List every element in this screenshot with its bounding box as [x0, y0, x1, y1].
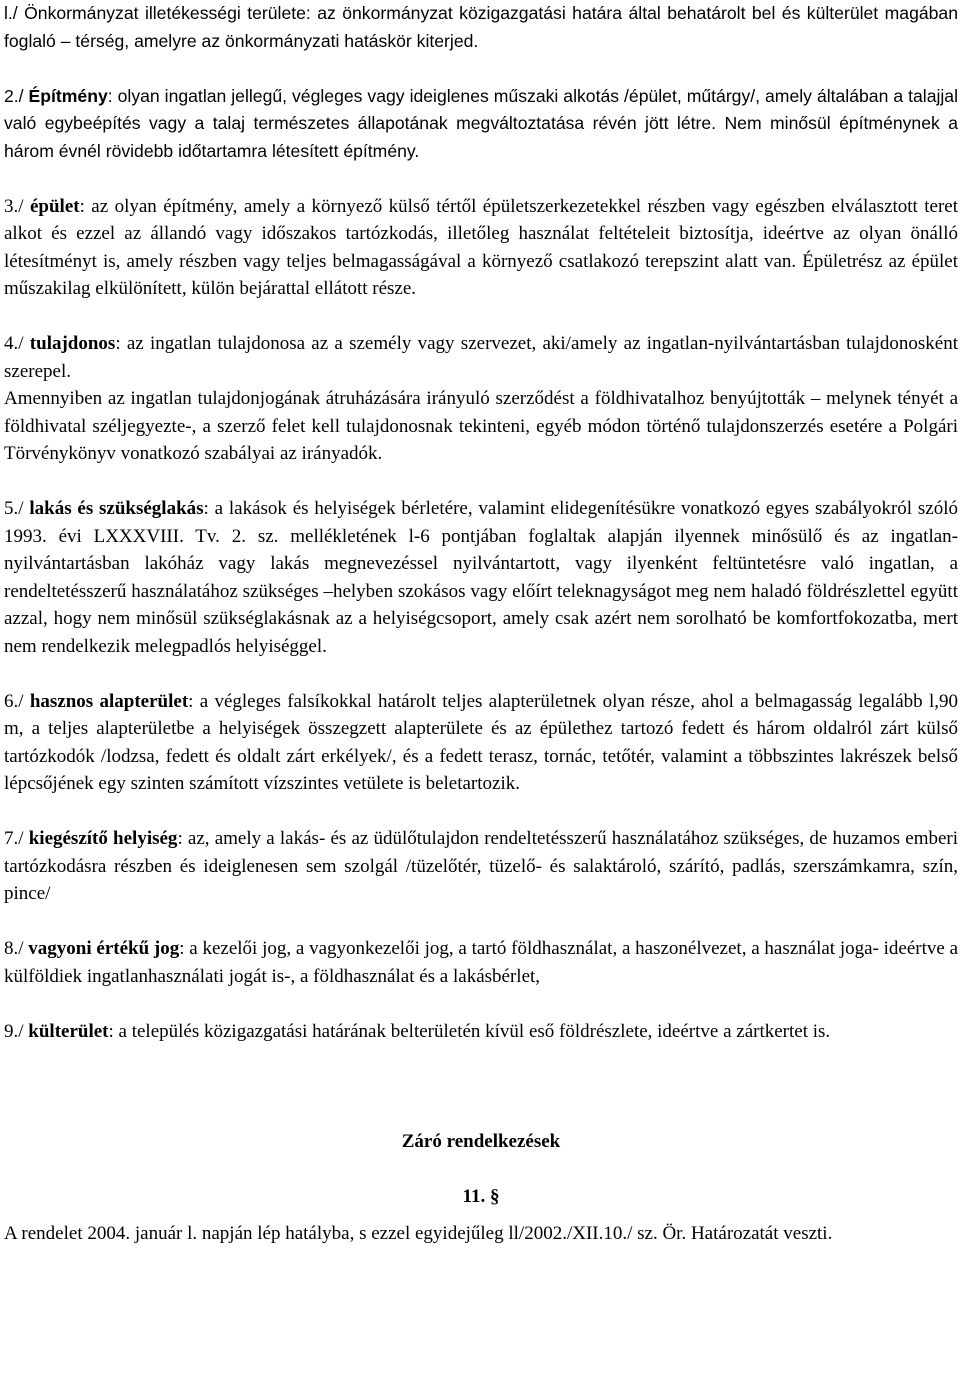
definition-7-number: 7./: [4, 828, 24, 849]
definition-4: [4, 330, 958, 385]
definition-4-term: tulajdonos: [29, 333, 116, 354]
definition-3-number: 3./: [4, 195, 24, 217]
definition-2-term: Építmény: [28, 85, 108, 106]
definition-1-text: Önkormányzat illetékességi területe: az önkormányzat közigazgatási határa által behatárolt bel és külterület magában foglaló – térség, amelyre az önkormányzati hatáskör kiterjed.: [4, 3, 958, 51]
definition-7-text: : az, amely a lakás- és az üdülőtulajdon rendeltetésszerű használatához szükséges, de huzamos emberi tartózkodásra részben és ideiglenesen sem szolgál /tüzelőtér, tüzelő- és salaktároló, szárító, padlás, szerszámkamra, szín, pince/: [4, 828, 959, 904]
definition-5-term: lakás és szükséglakás: [29, 498, 204, 519]
closing-text: A rendelet 2004. január l. napján lép hatályba, s ezzel egyidejűleg ll/2002./XII.10./ sz. Ör. Határozatát veszti.: [4, 1223, 833, 1244]
definition-5: [4, 495, 958, 660]
definition-7-term: kiegészítő helyiség: [28, 828, 178, 849]
definition-1: [4, 0, 958, 55]
definition-7: [4, 825, 958, 908]
definition-9: [4, 1018, 958, 1046]
definition-4-extra: Amennyiben az ingatlan tulajdonjogának átruházására irányuló szerződést a földhivatalhoz benyújtották – melynek tényét a földhivatal széljegyezte-, a szerző felet kell tulajdonosnak tekinteni, egyéb módon történő tulajdonszerzés esetére a Polgári Törvénykönyv vonatkozó szabályai az irányadók.: [4, 388, 958, 464]
definition-3-text: : az olyan építmény, amely a környező külső tértől épületszerkezetekkel részben vagy egészben elválasztott teret alkot és ezzel az állandó vagy időszakos tartózkodás, illetőleg használat feltételeit biztosítja, ideértve az olyan önálló létesítményt is, amely részben vagy teljes belmagasságával a környező csatlakozó terepszint alatt van. Épületrész az épület műszakilag elkülönített, külön bejárattal ellátott része.: [4, 195, 959, 299]
definition-4-number: 4./: [4, 333, 24, 354]
definition-8: [4, 935, 958, 990]
definition-6-number: 6./: [4, 690, 24, 712]
definition-5-number: 5./: [4, 498, 24, 519]
definition-4-text: : az ingatlan tulajdonosa az a személy vagy szervezet, aki/amely az ingatlan-nyilvántartásban tulajdonosként szerepel.: [4, 333, 958, 382]
definition-2-number: 2./: [4, 85, 24, 106]
definition-3-term: épület: [29, 195, 80, 217]
document-page: [4, 0, 958, 1248]
definition-8-number: 8./: [4, 938, 24, 959]
definition-6-text: : a végleges falsíkokkal határolt teljes alapterületnek olyan része, ahol a belmagasság legalább l,90 m, a teljes alapterületbe a helyiségek összegzett alapterülete és az épülethez tartozó fedett és három oldalról zárt külső tartózkodók /lodzsa, fedett és oldalt zárt erkélyek/, és a fedett terasz, tornác, tetőtér, valamint a többszintes lakrészek belső lépcsőjének egy szinten számított vízszintes vetülete is beletartozik.: [4, 690, 959, 794]
closing-section-number: 11. §: [462, 1185, 500, 1207]
definition-2: [4, 83, 958, 166]
definition-6: [4, 688, 958, 798]
definition-6-term: hasznos alapterület: [29, 690, 189, 712]
definition-8-text: : a kezelői jog, a vagyonkezelői jog, a tartó földhasználat, a haszonélvezet, a használat joga- ideértve a külföldiek ingatlanhasználati jogát is-, a földhasználat és a lakásbérlet,: [4, 938, 959, 987]
definition-1-number: l./: [4, 3, 18, 23]
definition-5-text: : a lakások és helyiségek bérletére, valamint elidegenítésükre vonatkozó egyes szabályokról szóló 1993. évi LXXXVIII. Tv. 2. sz. mellékletének l-6 pontjában foglaltak alapján ilyennek minősülő és az ingatlan-nyilvántartásban lakóház vagy lakás megnevezéssel nyilvántartott, vagy ilyenként feltüntetésre való ingatlan, a rendeltetésszerű használatához szükséges –helyben szokásos vagy előírt teleknagyságot meg nem haladó földrészlettel együtt azzal, hogy nem minősül szükséglakásnak az a helyiségcsoport, amely csak azért nem sorolható be komfortfokozatba, mert nem rendelkezik melegpadlós helyiséggel.: [4, 498, 958, 657]
closing-heading: Záró rendelkezések: [401, 1130, 561, 1152]
definition-9-text: : a település közigazgatási határának belterületén kívül eső földrészlete, ideértve a zártkertet is.: [108, 1020, 831, 1042]
definition-9-number: 9./: [4, 1020, 24, 1042]
definition-8-term: vagyoni értékű jog: [28, 938, 180, 959]
definition-3: [4, 193, 958, 303]
definition-2-text: : olyan ingatlan jellegű, végleges vagy ideiglenes műszaki alkotás /épület, műtárgy/, amely általában a talajjal való egybeépítés vagy a talaj természetes állapotának megváltoztatása révén jött létre. Nem minősül építménynek a három évnél rövidebb időtartamra létesített építmény.: [4, 85, 958, 161]
definition-9-term: külterület: [28, 1020, 109, 1042]
